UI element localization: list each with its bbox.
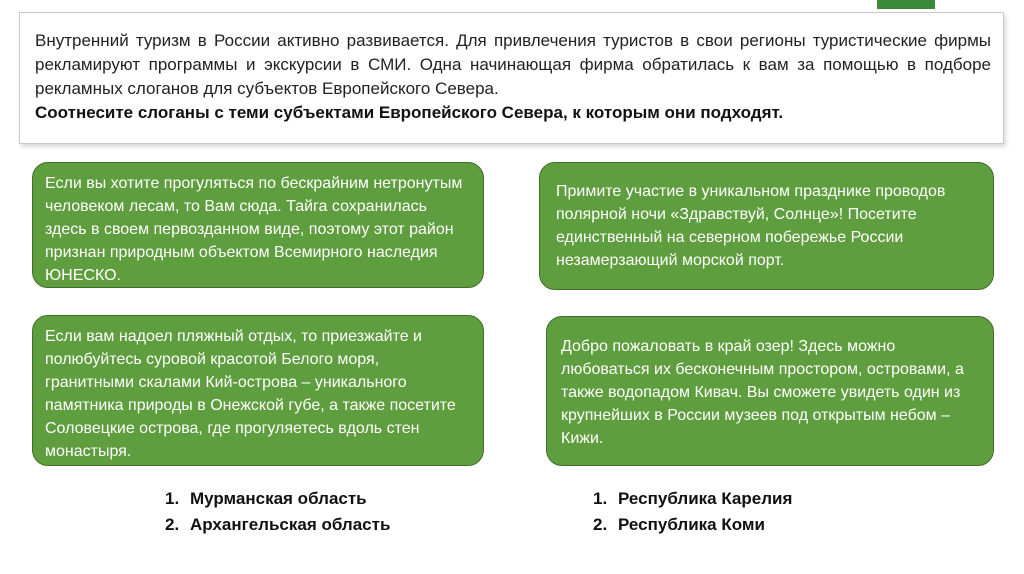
list-item xyxy=(593,512,792,538)
intro-box xyxy=(19,12,1004,144)
slogan-card-1[interactable]: Если вы хотите прогуляться по бескрайним нетронутым человеком лесам, то Вам сюда. Тайга сохранилась здесь в своем первозданном виде, поэтому этот район признан природным объектом Всемирного наследия ЮНЕСКО. xyxy=(32,162,484,288)
region-list-right xyxy=(593,486,792,538)
list-number: 2. xyxy=(593,515,608,534)
list-number: 1. xyxy=(593,489,608,508)
list-number: 1. xyxy=(165,489,180,508)
region-list-left xyxy=(165,486,390,538)
accent-bar xyxy=(877,0,935,9)
list-item xyxy=(593,486,792,512)
list-number: 2. xyxy=(165,515,180,534)
slogan-card-3[interactable]: Если вам надоел пляжный отдых, то приезжайте и полюбуйтесь суровой красотой Белого моря, гранитными скалами Кий-острова – уникального памятника природы в Онежской губе, а также посетите Соловецкие острова, где прогуляетесь вдоль стен монастыря. xyxy=(32,315,484,466)
list-item xyxy=(165,486,390,512)
list-item xyxy=(165,512,390,538)
region-name: Республика Карелия xyxy=(618,489,793,508)
intro-text: Внутренний туризм в России активно развивается. Для привлечения туристов в свои регионы туристические фирмы рекламируют программы и экскурсии в СМИ. Одна начинающая фирма обратилась к вам за помощью в подборе рекламных слоганов для субъектов Европейского Севера. xyxy=(35,31,991,98)
region-name: Мурманская область xyxy=(190,489,367,508)
slogan-card-2[interactable]: Примите участие в уникальном празднике проводов полярной ночи «Здравствуй, Солнце»! Посетите единственный на северном побережье России незамерзающий морской порт. xyxy=(539,162,994,290)
slogan-card-4[interactable]: Добро пожаловать в край озер! Здесь можно любоваться их бесконечным простором, островами, а также водопадом Кивач. Вы сможете увидеть один из крупнейших в России музеев под открытым небом – Кижи. xyxy=(546,316,994,466)
region-name: Республика Коми xyxy=(618,515,765,534)
region-name: Архангельская область xyxy=(190,515,391,534)
task-instruction: Соотнесите слоганы с теми субъектами Европейского Севера, к которым они подходят. xyxy=(35,103,784,122)
